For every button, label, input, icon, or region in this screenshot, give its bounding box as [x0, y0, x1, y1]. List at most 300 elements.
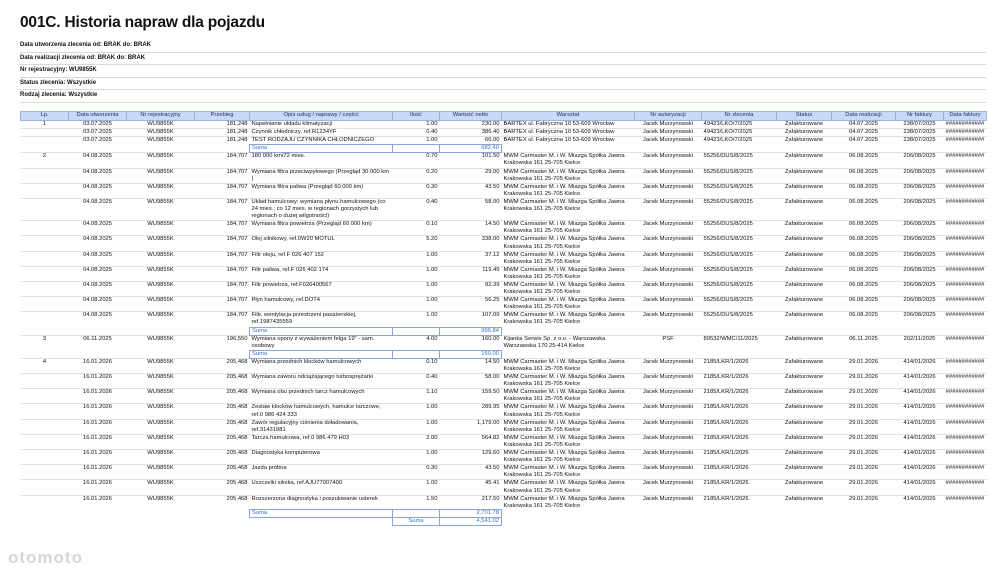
cell-realization-date: 06.08.2025	[832, 221, 896, 236]
cell-registration: WU9855K	[127, 374, 195, 389]
cell-quantity: 0.10	[393, 221, 440, 236]
cell-created-date: 04.08.2025	[69, 183, 127, 198]
cell-order-number: 2185/LKR/1/2026	[702, 495, 777, 510]
cell-status: Zafakturowane	[777, 221, 832, 236]
cell-invoice-date: ############	[944, 404, 987, 419]
cell-created-date: 16.01.2026	[69, 434, 127, 449]
cell-registration: WU9855K	[127, 129, 195, 137]
cell-status: Zafakturowane	[777, 281, 832, 296]
cell-mileage: 205,468	[195, 404, 250, 419]
cell-status: Zafakturowane	[777, 137, 832, 145]
empty-cell	[896, 327, 944, 335]
cell-net-value: 45.41	[440, 480, 502, 495]
filter-order-type: Rodzaj zlecenia: Wszystkie	[20, 90, 986, 103]
empty-cell	[69, 510, 127, 518]
cell-quantity: 1.00	[393, 121, 440, 129]
page-title: 001C. Historia napraw dla pojazdu	[20, 14, 265, 31]
cell-invoice-date: ############	[944, 419, 987, 434]
empty-cell	[777, 350, 832, 358]
subtotal-row	[21, 510, 987, 518]
cell-invoice-date: ############	[944, 358, 987, 373]
cell-created-date: 04.08.2025	[69, 297, 127, 312]
cell-invoice-number: 206/08/2025	[896, 312, 944, 327]
cell-quantity: 1.00	[393, 251, 440, 266]
cell-invoice-number: 202/11/2025	[896, 335, 944, 350]
cell-quantity: 0.40	[393, 374, 440, 389]
cell-registration: WU9855K	[127, 389, 195, 404]
cell-workshop: MWM Carmaster M. i W. Miazga Spółka Jawna Krakowska 161 25-705 Kielce	[502, 251, 635, 266]
cell-realization-date: 29.01.2026	[832, 404, 896, 419]
col-description: Opis usług / naprawy / części	[250, 112, 393, 121]
empty-cell	[702, 518, 777, 526]
table-row	[21, 312, 987, 327]
cell-net-value: 56.25	[440, 297, 502, 312]
cell-registration: WU9855K	[127, 312, 195, 327]
subtotal-value: 996.84	[440, 327, 502, 335]
cell-order-number: 55256/DUS/8/2025	[702, 221, 777, 236]
cell-registration: WU9855K	[127, 236, 195, 251]
cell-registration: WU9855K	[127, 335, 195, 350]
cell-authorization: PSF	[635, 335, 702, 350]
cell-order-number: 2185/LKR/1/2026	[702, 450, 777, 465]
cell-registration: WU9855K	[127, 434, 195, 449]
cell-status: Zafakturowane	[777, 335, 832, 350]
cell-realization-date: 29.01.2026	[832, 465, 896, 480]
cell-invoice-number: 414/01/2026	[896, 389, 944, 404]
cell-status: Zafakturowane	[777, 198, 832, 220]
cell-realization-date: 29.01.2026	[832, 374, 896, 389]
cell-net-value: 29.00	[440, 168, 502, 183]
cell-mileage: 205,468	[195, 495, 250, 510]
cell-mileage: 205,468	[195, 389, 250, 404]
cell-workshop: MWM Carmaster M. i W. Miazga Spółka Jawna Krakowska 161 25-705 Kielce	[502, 221, 635, 236]
subtotal-spacer	[393, 510, 440, 518]
empty-cell	[832, 145, 896, 153]
cell-created-date: 04.08.2025	[69, 153, 127, 168]
cell-invoice-number: 206/08/2025	[896, 236, 944, 251]
cell-description: Układ hamulcowy: wymiana płynu hamulcowego (co 24 mies.; co 12 mies. w regionach gorzystych lub regionach o dużej wilgotności)	[250, 198, 393, 220]
subtotal-row	[21, 145, 987, 153]
cell-invoice-number: 206/08/2025	[896, 198, 944, 220]
empty-cell	[944, 518, 987, 526]
cell-invoice-number: 414/01/2026	[896, 358, 944, 373]
empty-cell	[195, 145, 250, 153]
col-quantity: Ilość	[393, 112, 440, 121]
cell-net-value: 58.00	[440, 198, 502, 220]
empty-cell	[944, 145, 987, 153]
cell-registration: WU9855K	[127, 137, 195, 145]
cell-net-value: 43.50	[440, 183, 502, 198]
cell-created-date: 16.01.2026	[69, 419, 127, 434]
cell-invoice-date: ############	[944, 312, 987, 327]
cell-registration: WU9855K	[127, 221, 195, 236]
cell-realization-date: 06.11.2025	[832, 335, 896, 350]
table-header	[21, 112, 987, 121]
cell-quantity: 4.00	[393, 335, 440, 350]
cell-realization-date: 06.08.2025	[832, 312, 896, 327]
cell-order-number: 49423/LKO/7/2025	[702, 137, 777, 145]
cell-order-number: 2185/LKR/1/2026	[702, 419, 777, 434]
col-realization-date: Data realizacji	[832, 112, 896, 121]
cell-mileage: 181,248	[195, 121, 250, 129]
cell-status: Zafakturowane	[777, 266, 832, 281]
cell-description: Rozszerzona diagnostyka i poszukiwanie usterek	[250, 495, 393, 510]
cell-quantity: 0.40	[393, 129, 440, 137]
cell-net-value: 1,179.00	[440, 419, 502, 434]
cell-order-number: 2185/LKR/1/2026	[702, 480, 777, 495]
cell-lp	[21, 183, 69, 198]
filter-summary	[20, 40, 986, 103]
cell-invoice-number: 206/08/2025	[896, 266, 944, 281]
cell-order-number: 55256/DUS/8/2025	[702, 281, 777, 296]
col-status: Status	[777, 112, 832, 121]
cell-description: Jazda próbna	[250, 465, 393, 480]
cell-net-value: 230.00	[440, 121, 502, 129]
cell-description: Filtr powietrza, ref.F026400567	[250, 281, 393, 296]
cell-status: Zafakturowane	[777, 168, 832, 183]
cell-authorization: Jacek Murzynowski	[635, 312, 702, 327]
cell-invoice-date: ############	[944, 495, 987, 510]
empty-cell	[635, 145, 702, 153]
cell-net-value: 564.82	[440, 434, 502, 449]
cell-created-date: 16.01.2026	[69, 389, 127, 404]
table-row	[21, 251, 987, 266]
col-mileage: Przebieg	[195, 112, 250, 121]
cell-invoice-number: 206/08/2025	[896, 281, 944, 296]
cell-invoice-date: ############	[944, 121, 987, 129]
empty-cell	[127, 327, 195, 335]
cell-registration: WU9855K	[127, 450, 195, 465]
cell-created-date: 16.01.2026	[69, 358, 127, 373]
cell-net-value: 217.50	[440, 495, 502, 510]
cell-quantity: 1.00	[393, 312, 440, 327]
cell-description: Czynnik chłodniczy, ref.R1234YF	[250, 129, 393, 137]
table-row	[21, 434, 987, 449]
cell-authorization: Jacek Murzynowski	[635, 374, 702, 389]
cell-registration: WU9855K	[127, 153, 195, 168]
empty-cell	[21, 350, 69, 358]
cell-workshop: MWM Carmaster M. i W. Miazga Spółka Jawna Krakowska 161 25-705 Kielce	[502, 358, 635, 373]
empty-cell	[777, 510, 832, 518]
cell-created-date: 04.08.2025	[69, 251, 127, 266]
table-body	[21, 121, 987, 526]
table-row	[21, 297, 987, 312]
cell-quantity: 2.00	[393, 434, 440, 449]
cell-description: Płyn hamulcowy, ref.DOT4	[250, 297, 393, 312]
cell-quantity: 0.30	[393, 183, 440, 198]
cell-description: Zestaw klocków hamulcowych, hamulce tarczowe, ref.0 986 424 333	[250, 404, 393, 419]
empty-cell	[635, 350, 702, 358]
cell-lp	[21, 251, 69, 266]
table-row	[21, 129, 987, 137]
empty-cell	[250, 518, 393, 526]
table-row	[21, 281, 987, 296]
cell-created-date: 06.11.2025	[69, 335, 127, 350]
cell-quantity: 1.10	[393, 389, 440, 404]
cell-order-number: 49423/LKO/7/2025	[702, 121, 777, 129]
cell-invoice-number: 414/01/2026	[896, 374, 944, 389]
cell-invoice-number: 238/07/2025	[896, 137, 944, 145]
cell-status: Zafakturowane	[777, 312, 832, 327]
cell-invoice-number: 414/01/2026	[896, 434, 944, 449]
table-row	[21, 221, 987, 236]
cell-description: Napełnianie układu klimatyzacji	[250, 121, 393, 129]
grand-total-value: 4,541.02	[440, 518, 502, 526]
cell-invoice-number: 206/08/2025	[896, 221, 944, 236]
cell-authorization: Jacek Murzynowski	[635, 434, 702, 449]
cell-workshop: MWM Carmaster M. i W. Miazga Spółka Jawna Krakowska 161 25-705 Kielce	[502, 236, 635, 251]
cell-authorization: Jacek Murzynowski	[635, 358, 702, 373]
repair-history-table	[20, 111, 987, 526]
table-row	[21, 137, 987, 145]
cell-invoice-date: ############	[944, 198, 987, 220]
cell-authorization: Jacek Murzynowski	[635, 419, 702, 434]
empty-cell	[69, 145, 127, 153]
cell-lp	[21, 137, 69, 145]
cell-order-number: 2185/LKR/1/2026	[702, 374, 777, 389]
empty-cell	[944, 510, 987, 518]
cell-mileage: 184,707	[195, 198, 250, 220]
cell-mileage: 205,468	[195, 450, 250, 465]
cell-created-date: 16.01.2026	[69, 465, 127, 480]
cell-net-value: 14.50	[440, 221, 502, 236]
table-row	[21, 374, 987, 389]
cell-lp	[21, 450, 69, 465]
cell-mileage: 184,707	[195, 183, 250, 198]
col-registration: Nr rejestracyjny	[127, 112, 195, 121]
cell-description: Uszczelki silnika, ref.AJU77007400	[250, 480, 393, 495]
col-order-number: Nr zlecenia	[702, 112, 777, 121]
cell-registration: WU9855K	[127, 480, 195, 495]
cell-registration: WU9855K	[127, 465, 195, 480]
cell-invoice-date: ############	[944, 374, 987, 389]
cell-workshop: MWM Carmaster M. i W. Miazga Spółka Jawna Krakowska 161 25-705 Kielce	[502, 198, 635, 220]
cell-workshop: MWM Carmaster M. i W. Miazga Spółka Jawna Krakowska 161 25-705 Kielce	[502, 404, 635, 419]
empty-cell	[127, 510, 195, 518]
cell-registration: WU9855K	[127, 168, 195, 183]
cell-lp	[21, 221, 69, 236]
cell-order-number: 55256/DUS/8/2025	[702, 153, 777, 168]
cell-realization-date: 29.01.2026	[832, 450, 896, 465]
empty-cell	[21, 518, 69, 526]
cell-authorization: Jacek Murzynowski	[635, 137, 702, 145]
cell-created-date: 04.08.2025	[69, 221, 127, 236]
cell-lp	[21, 404, 69, 419]
cell-realization-date: 29.01.2026	[832, 358, 896, 373]
col-invoice-number: Nr faktury	[896, 112, 944, 121]
cell-mileage: 181,248	[195, 129, 250, 137]
cell-net-value: 14.50	[440, 358, 502, 373]
cell-invoice-date: ############	[944, 434, 987, 449]
cell-authorization: Jacek Murzynowski	[635, 389, 702, 404]
table-row	[21, 358, 987, 373]
cell-workshop: MWM Carmaster M. i W. Miazga Spółka Jawna Krakowska 161 25-705 Kielce	[502, 153, 635, 168]
cell-created-date: 04.08.2025	[69, 198, 127, 220]
table-row	[21, 450, 987, 465]
cell-created-date: 03.07.2025	[69, 129, 127, 137]
cell-workshop: BARTEX ul. Fabryczna 10 53-609 Wrocław	[502, 137, 635, 145]
cell-realization-date: 29.01.2026	[832, 389, 896, 404]
cell-registration: WU9855K	[127, 358, 195, 373]
cell-invoice-date: ############	[944, 389, 987, 404]
cell-registration: WU9855K	[127, 495, 195, 510]
cell-status: Zafakturowane	[777, 297, 832, 312]
cell-invoice-number: 414/01/2026	[896, 450, 944, 465]
cell-net-value: 58.00	[440, 374, 502, 389]
cell-quantity: 1.00	[393, 450, 440, 465]
cell-created-date: 16.01.2026	[69, 495, 127, 510]
cell-mileage: 184,707	[195, 236, 250, 251]
cell-mileage: 184,707	[195, 153, 250, 168]
cell-workshop: MWM Carmaster M. i W. Miazga Spółka Jawna Krakowska 161 25-705 Kielce	[502, 450, 635, 465]
cell-mileage: 205,468	[195, 465, 250, 480]
empty-cell	[832, 510, 896, 518]
cell-net-value: 338.00	[440, 236, 502, 251]
cell-status: Zafakturowane	[777, 153, 832, 168]
cell-invoice-date: ############	[944, 281, 987, 296]
cell-order-number: 55256/DUS/8/2025	[702, 312, 777, 327]
cell-order-number: 89532/WMC/11/2025	[702, 335, 777, 350]
empty-cell	[944, 350, 987, 358]
cell-realization-date: 06.08.2025	[832, 251, 896, 266]
cell-authorization: Jacek Murzynowski	[635, 198, 702, 220]
table-row	[21, 121, 987, 129]
subtotal-value: 160.00	[440, 350, 502, 358]
table-row	[21, 198, 987, 220]
empty-cell	[195, 510, 250, 518]
cell-invoice-date: ############	[944, 450, 987, 465]
cell-workshop: MWM Carmaster M. i W. Miazga Spółka Jawna Krakowska 161 25-705 Kielce	[502, 465, 635, 480]
cell-realization-date: 06.08.2025	[832, 153, 896, 168]
cell-status: Zafakturowane	[777, 121, 832, 129]
cell-authorization: Jacek Murzynowski	[635, 121, 702, 129]
cell-realization-date: 06.08.2025	[832, 183, 896, 198]
cell-net-value: 160.00	[440, 335, 502, 350]
cell-mileage: 205,468	[195, 374, 250, 389]
table-row	[21, 266, 987, 281]
subtotal-spacer	[393, 350, 440, 358]
cell-net-value: 37.12	[440, 251, 502, 266]
cell-registration: WU9855K	[127, 251, 195, 266]
subtotal-value: 682.40	[440, 145, 502, 153]
cell-invoice-number: 206/08/2025	[896, 251, 944, 266]
col-invoice-date: Data faktury	[944, 112, 987, 121]
cell-description: Wymiana filtra powietrza (Przegląd 60 000 km)	[250, 221, 393, 236]
cell-realization-date: 06.08.2025	[832, 266, 896, 281]
cell-mileage: 181,248	[195, 137, 250, 145]
cell-invoice-number: 238/07/2025	[896, 129, 944, 137]
cell-mileage: 184,707	[195, 266, 250, 281]
cell-realization-date: 29.01.2026	[832, 480, 896, 495]
cell-order-number: 49423/LKO/7/2025	[702, 129, 777, 137]
cell-invoice-date: ############	[944, 335, 987, 350]
table-row	[21, 389, 987, 404]
cell-net-value: 129.60	[440, 450, 502, 465]
table-row	[21, 495, 987, 510]
cell-workshop: MWM Carmaster M. i W. Miazga Spółka Jawna Krakowska 161 25-705 Kielce	[502, 168, 635, 183]
empty-cell	[195, 350, 250, 358]
cell-order-number: 2185/LKR/1/2026	[702, 358, 777, 373]
cell-registration: WU9855K	[127, 198, 195, 220]
empty-cell	[69, 327, 127, 335]
cell-quantity: 1.00	[393, 404, 440, 419]
empty-cell	[69, 350, 127, 358]
empty-cell	[944, 327, 987, 335]
empty-cell	[502, 145, 635, 153]
cell-description: Wymiana filtra przeciwpyłowego (Przegląd 30 000 km )	[250, 168, 393, 183]
table-row	[21, 480, 987, 495]
cell-created-date: 04.08.2025	[69, 168, 127, 183]
cell-registration: WU9855K	[127, 281, 195, 296]
cell-authorization: Jacek Murzynowski	[635, 465, 702, 480]
cell-quantity: 0.10	[393, 358, 440, 373]
empty-cell	[896, 510, 944, 518]
col-authorization: Nr autoryzacji	[635, 112, 702, 121]
empty-cell	[896, 518, 944, 526]
cell-order-number: 2185/LKR/1/2026	[702, 404, 777, 419]
cell-description: Wymiana zaworu odciążającego turbosprężarki	[250, 374, 393, 389]
empty-cell	[195, 518, 250, 526]
watermark-logo: otomoto	[8, 548, 83, 567]
cell-invoice-date: ############	[944, 236, 987, 251]
cell-mileage: 205,468	[195, 480, 250, 495]
filter-status: Status zlecenia: Wszystkie	[20, 78, 986, 91]
cell-description: Filtr. wentylacja przestrzeni pasażerskiej, ref.1987435559	[250, 312, 393, 327]
cell-mileage: 205,468	[195, 434, 250, 449]
cell-workshop: MWM Carmaster M. i W. Miazga Spółka Jawna Krakowska 161 25-705 Kielce	[502, 281, 635, 296]
cell-invoice-date: ############	[944, 297, 987, 312]
filter-realization-date: Data realizacji zlecenia od: BRAK do: BRAK	[20, 53, 986, 66]
cell-created-date: 03.07.2025	[69, 137, 127, 145]
cell-invoice-number: 206/08/2025	[896, 183, 944, 198]
cell-registration: WU9855K	[127, 266, 195, 281]
cell-workshop: MWM Carmaster M. i W. Miazga Spółka Jawna Krakowska 161 25-705 Kielce	[502, 389, 635, 404]
empty-cell	[127, 145, 195, 153]
empty-cell	[635, 518, 702, 526]
empty-cell	[896, 145, 944, 153]
cell-mileage: 205,468	[195, 419, 250, 434]
cell-invoice-date: ############	[944, 129, 987, 137]
empty-cell	[635, 327, 702, 335]
cell-mileage: 184,707	[195, 312, 250, 327]
subtotal-label: Suma	[250, 327, 393, 335]
cell-workshop: MWM Carmaster M. i W. Miazga Spółka Jawna Krakowska 161 25-705 Kielce	[502, 297, 635, 312]
cell-description: Filtr paliwa, ref.F 026 402 174	[250, 266, 393, 281]
cell-description: TEST RODZAJU CZYNNIKA CHŁODNICZEGO	[250, 137, 393, 145]
cell-mileage: 184,707	[195, 251, 250, 266]
cell-mileage: 184,707	[195, 168, 250, 183]
cell-net-value: 92.39	[440, 281, 502, 296]
cell-workshop: Kijanka Serwis Sp. z o.o. - Warszawska Warszawska 170 25-414 Kielce	[502, 335, 635, 350]
cell-invoice-number: 414/01/2026	[896, 419, 944, 434]
cell-registration: WU9855K	[127, 183, 195, 198]
filter-created-date: Data utworzenia zlecenia od: BRAK do: BRAK	[20, 40, 986, 53]
cell-net-value: 107.09	[440, 312, 502, 327]
table-row	[21, 335, 987, 350]
empty-cell	[21, 145, 69, 153]
cell-invoice-date: ############	[944, 221, 987, 236]
cell-workshop: MWM Carmaster M. i W. Miazga Spółka Jawna Krakowska 161 25-705 Kielce	[502, 480, 635, 495]
cell-quantity: 1.00	[393, 297, 440, 312]
table-row	[21, 465, 987, 480]
cell-authorization: Jacek Murzynowski	[635, 266, 702, 281]
cell-authorization: Jacek Murzynowski	[635, 480, 702, 495]
empty-cell	[69, 518, 127, 526]
cell-quantity: 0.40	[393, 198, 440, 220]
cell-lp: 4	[21, 358, 69, 373]
cell-registration: WU9855K	[127, 404, 195, 419]
cell-invoice-number: 238/07/2025	[896, 121, 944, 129]
